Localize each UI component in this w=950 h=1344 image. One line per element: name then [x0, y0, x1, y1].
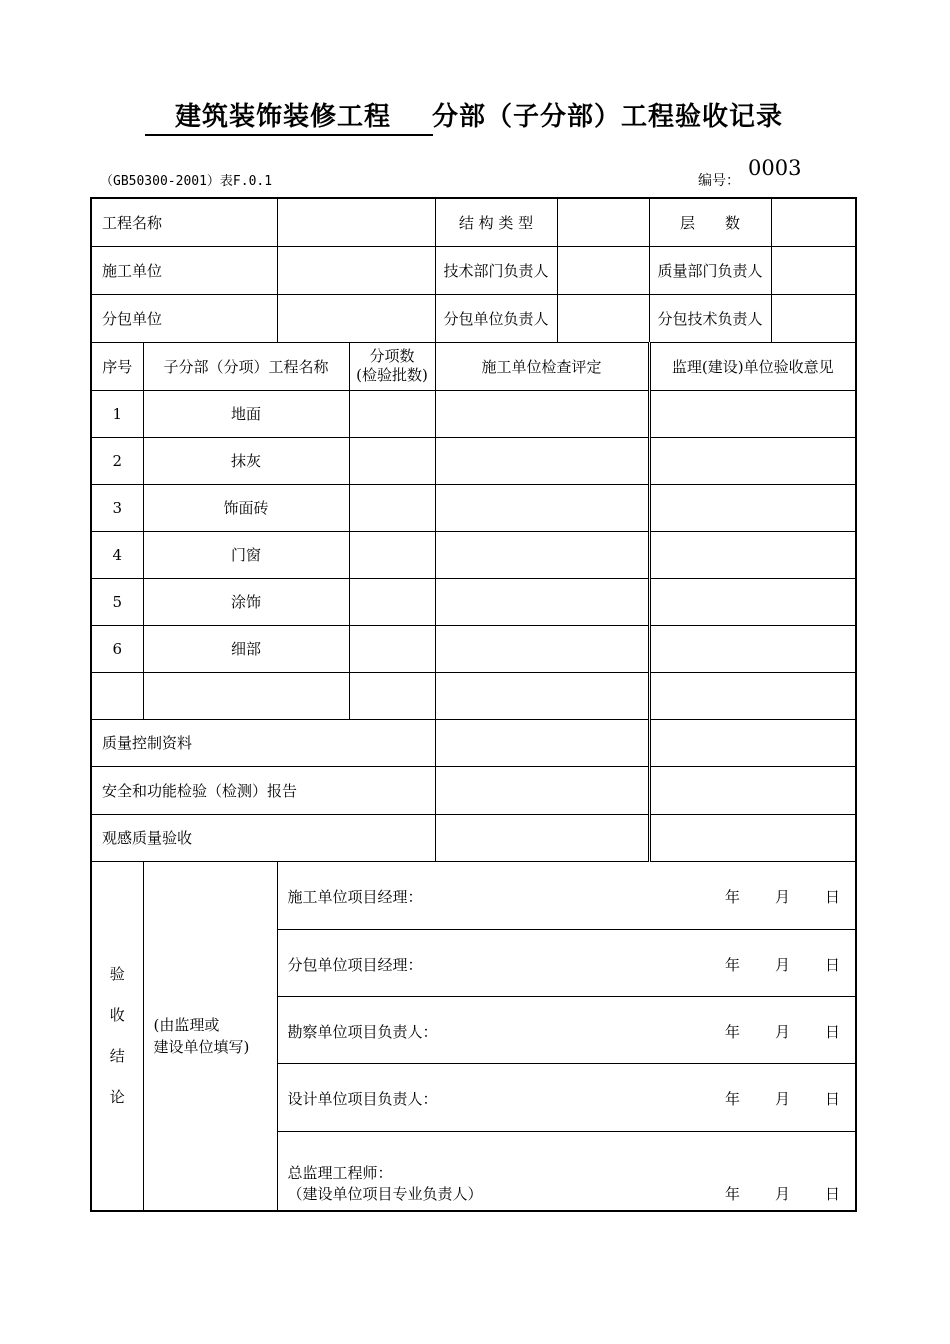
col-count-header [349, 342, 435, 390]
structure-type-label: 结 构 类 型 [435, 198, 557, 246]
conclusion-char: 论 [109, 1087, 125, 1106]
item-seq: 2 [91, 437, 143, 484]
conclusion-label [91, 861, 143, 1211]
signature-row-contractor[interactable] [277, 861, 856, 929]
appearance-label: 观感质量验收 [91, 814, 435, 861]
signature-row-chief-supervisor[interactable] [277, 1131, 856, 1211]
fill-note-line2: 建设单位填写) [153, 1037, 250, 1056]
month-label: 月 [775, 887, 791, 906]
year-label: 年 [725, 955, 741, 974]
month-label: 月 [775, 1022, 791, 1041]
col-name-header: 子分部（分项）工程名称 [143, 342, 349, 390]
signatory-label: 设计单位项目负责人： [287, 1089, 438, 1108]
safety-report-label: 安全和功能检验（检测）报告 [91, 766, 435, 814]
table-row [91, 390, 856, 437]
floors-label: 层 数 [649, 198, 771, 246]
day-label: 日 [825, 1022, 841, 1041]
code-value: 0003 [748, 156, 802, 180]
col-eval-header: 施工单位检查评定 [435, 342, 649, 390]
table-row [91, 625, 856, 672]
fill-note [143, 861, 277, 1211]
item-name [143, 672, 349, 719]
item-eval-field[interactable] [435, 531, 649, 578]
document-title [0, 96, 950, 136]
col-opinion-header: 监理(建设)单位验收意见 [649, 342, 856, 390]
quality-docs-eval-field[interactable] [435, 719, 649, 766]
item-count-field[interactable] [349, 578, 435, 625]
item-opinion-field[interactable] [649, 625, 856, 672]
signatory-label: 分包单位项目经理： [287, 955, 423, 974]
item-opinion-field[interactable] [649, 578, 856, 625]
item-count-field[interactable] [349, 672, 435, 719]
item-seq: 5 [91, 578, 143, 625]
floors-field[interactable] [771, 198, 856, 246]
item-name: 门窗 [143, 531, 349, 578]
item-count-field[interactable] [349, 484, 435, 531]
appearance-eval-field[interactable] [435, 814, 649, 861]
title-underline [145, 134, 433, 136]
item-eval-field[interactable] [435, 390, 649, 437]
chief-label-line1: 总监理工程师： [287, 1163, 393, 1182]
item-eval-field[interactable] [435, 672, 649, 719]
title-part1: 建筑装饰装修工程 [175, 102, 392, 132]
col-count-line1: 分项数 [369, 347, 415, 365]
subcontractor-field[interactable] [277, 294, 435, 342]
acceptance-table [90, 197, 857, 1212]
table-row [91, 484, 856, 531]
contractor-label: 施工单位 [91, 246, 277, 294]
item-eval-field[interactable] [435, 625, 649, 672]
day-label: 日 [825, 887, 841, 906]
item-count-field[interactable] [349, 531, 435, 578]
sub-tech-head-field[interactable] [771, 294, 856, 342]
title-part2: 分部（子分部）工程验收记录 [432, 102, 784, 132]
month-label: 月 [775, 1089, 791, 1108]
table-row [91, 578, 856, 625]
signature-row-subcontractor[interactable] [277, 929, 856, 996]
day-label: 日 [825, 955, 841, 974]
day-label: 日 [825, 1089, 841, 1108]
year-label: 年 [725, 1184, 741, 1203]
month-label: 月 [775, 955, 791, 974]
quality-docs-label: 质量控制资料 [91, 719, 435, 766]
item-seq: 1 [91, 390, 143, 437]
signatory-label: 勘察单位项目负责人： [287, 1022, 438, 1041]
contractor-field[interactable] [277, 246, 435, 294]
item-count-field[interactable] [349, 437, 435, 484]
sub-tech-head-label: 分包技术负责人 [649, 294, 771, 342]
conclusion-char: 收 [109, 1005, 125, 1024]
safety-report-eval-field[interactable] [435, 766, 649, 814]
col-count-line2: (检验批数) [356, 366, 428, 384]
subcontractor-label: 分包单位 [91, 294, 277, 342]
year-label: 年 [725, 1089, 741, 1108]
project-name-label: 工程名称 [91, 198, 277, 246]
item-seq [91, 672, 143, 719]
year-label: 年 [725, 887, 741, 906]
item-opinion-field[interactable] [649, 437, 856, 484]
standard-reference: （GB50300-2001）表F.0.1 [100, 174, 273, 189]
quality-head-label: 质量部门负责人 [649, 246, 771, 294]
quality-docs-opinion-field[interactable] [649, 719, 856, 766]
item-opinion-field[interactable] [649, 672, 856, 719]
conclusion-char: 结 [109, 1046, 125, 1065]
item-seq: 6 [91, 625, 143, 672]
item-count-field[interactable] [349, 390, 435, 437]
item-count-field[interactable] [349, 625, 435, 672]
item-seq: 3 [91, 484, 143, 531]
item-seq: 4 [91, 531, 143, 578]
col-seq-header: 序号 [91, 342, 143, 390]
signature-row-design[interactable] [277, 1063, 856, 1131]
item-eval-field[interactable] [435, 578, 649, 625]
quality-head-field[interactable] [771, 246, 856, 294]
month-label: 月 [775, 1184, 791, 1203]
item-name: 涂饰 [143, 578, 349, 625]
item-opinion-field[interactable] [649, 484, 856, 531]
item-opinion-field[interactable] [649, 531, 856, 578]
item-eval-field[interactable] [435, 437, 649, 484]
project-name-field[interactable] [277, 198, 435, 246]
table-row [91, 672, 856, 719]
fill-note-line1: (由监理或 [153, 1015, 220, 1034]
item-name: 地面 [143, 390, 349, 437]
item-name: 抹灰 [143, 437, 349, 484]
sub-head-label: 分包单位负责人 [435, 294, 557, 342]
structure-type-field[interactable] [557, 198, 649, 246]
item-name: 细部 [143, 625, 349, 672]
year-label: 年 [725, 1022, 741, 1041]
code-label: 编号： [698, 173, 740, 189]
signature-row-survey[interactable] [277, 996, 856, 1063]
signatory-label: 施工单位项目经理： [287, 887, 423, 906]
item-name: 饰面砖 [143, 484, 349, 531]
table-row [91, 437, 856, 484]
table-row [91, 531, 856, 578]
appearance-opinion-field[interactable] [649, 814, 856, 861]
sub-head-field[interactable] [557, 294, 649, 342]
tech-head-field[interactable] [557, 246, 649, 294]
item-opinion-field[interactable] [649, 390, 856, 437]
item-eval-field[interactable] [435, 484, 649, 531]
safety-report-opinion-field[interactable] [649, 766, 856, 814]
conclusion-char: 验 [109, 964, 125, 983]
day-label: 日 [825, 1184, 841, 1203]
chief-label-line2: （建设单位项目专业负责人） [287, 1184, 483, 1203]
tech-head-label: 技术部门负责人 [435, 246, 557, 294]
